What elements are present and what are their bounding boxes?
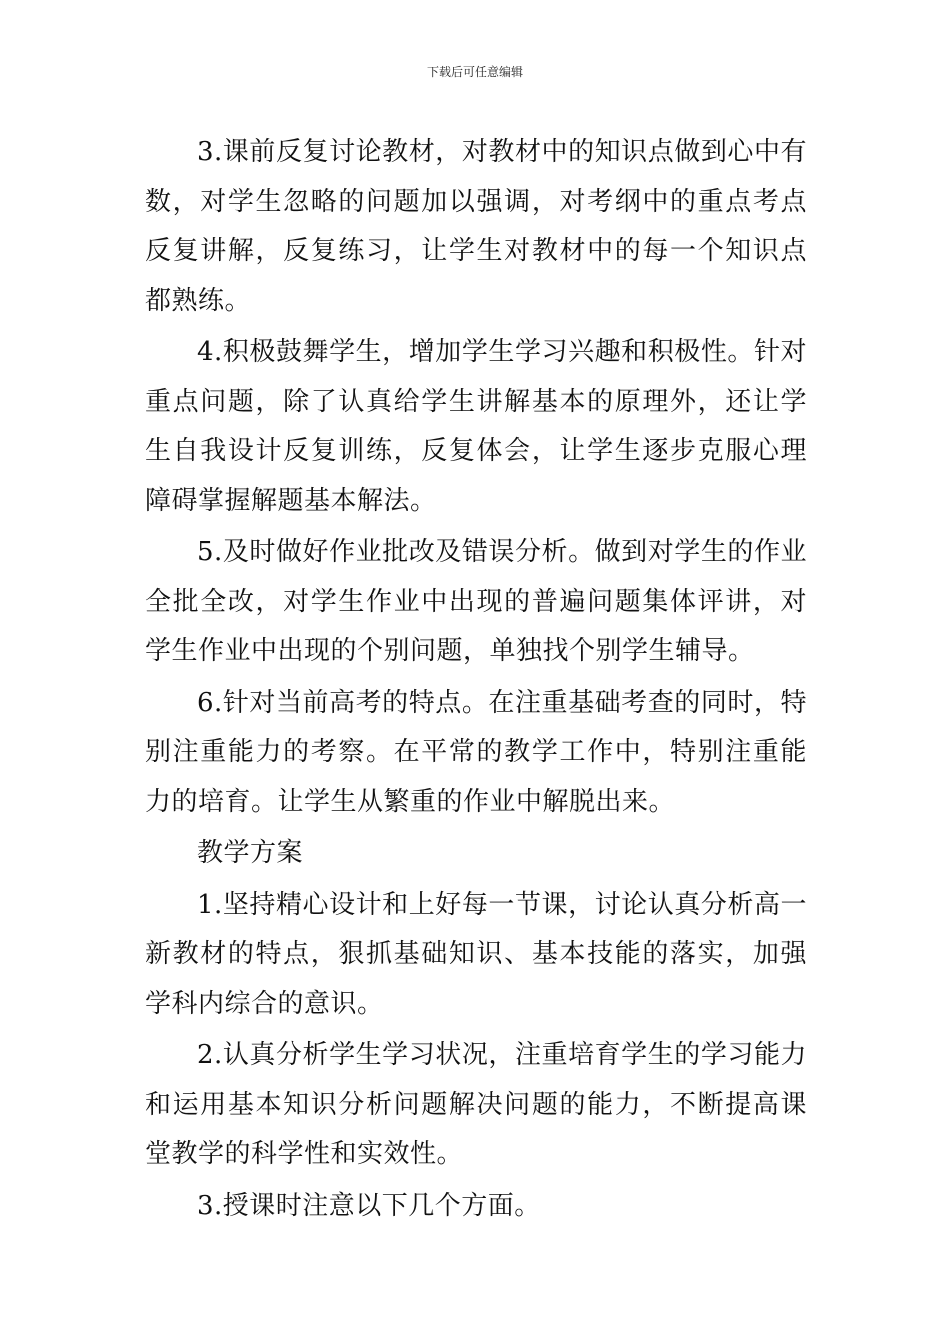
document-body	[145, 128, 807, 1233]
paragraph-item-6: 6.针对当前高考的特点。在注重基础考查的同时，特别注重能力的考察。在平常的教学工作中，特别注重能力的培育。让学生从繁重的作业中解脱出来。	[145, 687, 807, 817]
section-heading-teaching-plan: 教学方案	[197, 838, 304, 868]
page-header: 下载后可任意编辑	[426, 65, 523, 79]
paragraph-item-4: 4.积极鼓舞学生，增加学生学习兴趣和积极性。针对重点问题，除了认真给学生讲解基本的原理外，还让学生自我设计反复训练，反复体会，让学生逐步克服心理障碍掌握解题基本解法。	[145, 337, 807, 516]
paragraph-plan-3: 3.授课时注意以下几个方面。	[197, 1190, 541, 1221]
paragraph-plan-1: 1.坚持精心设计和上好每一节课，讨论认真分析高一新教材的特点，狠抓基础知识、基本技能的落实，加强学科内综合的意识。	[145, 889, 807, 1019]
paragraph-item-5: 5.及时做好作业批改及错误分析。做到对学生的作业全批全改，对学生作业中出现的普遍问题集体评讲，对学生作业中出现的个别问题，单独找个别学生辅导。	[145, 537, 807, 666]
paragraph-item-3: 3.课前反复讨论教材，对教材中的知识点做到心中有数，对学生忽略的问题加以强调，对考纲中的重点考点反复讲解，反复练习，让学生对教材中的每一个知识点都熟练。	[145, 137, 807, 316]
paragraph-plan-2: 2.认真分析学生学习状况，注重培育学生的学习能力和运用基本知识分析问题解决问题的能力，不断提高课堂教学的科学性和实效性。	[145, 1040, 807, 1169]
